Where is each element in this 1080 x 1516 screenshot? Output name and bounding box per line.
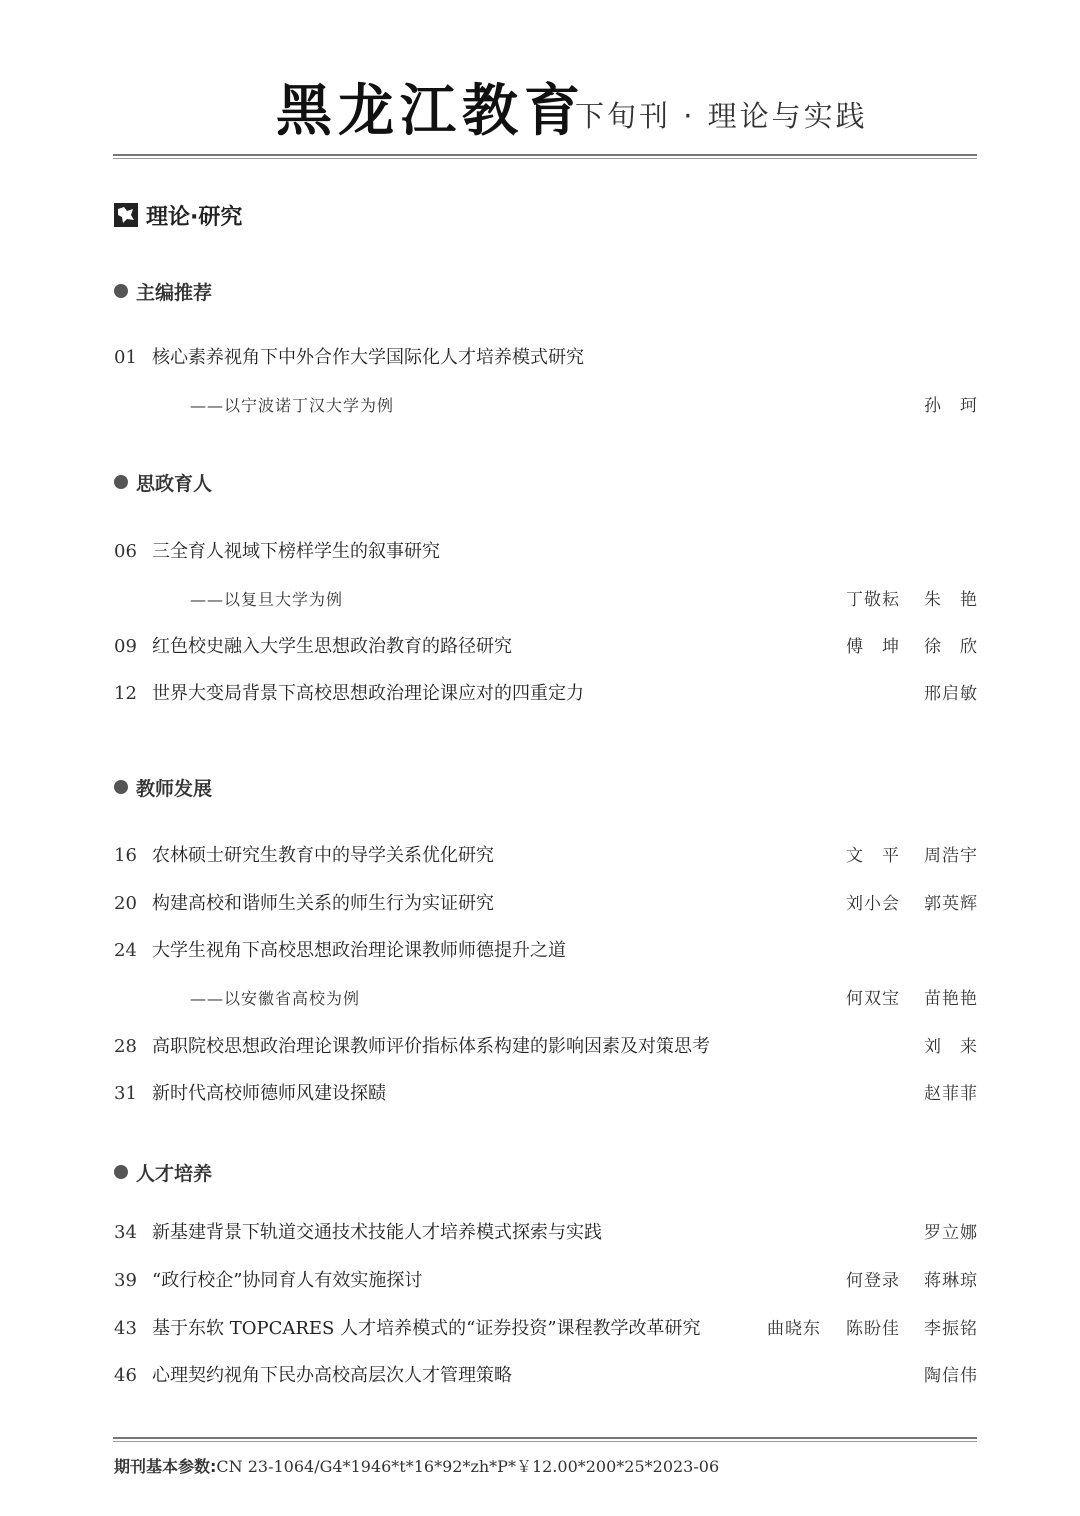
toc-entry[interactable] (114, 936, 978, 966)
article-subtitle: ——以复旦大学为例 (190, 590, 344, 609)
article-title: 农林硕士研究生教育中的导学关系优化研究 (152, 845, 494, 866)
page-number: 34 (114, 1222, 137, 1243)
page-number: 46 (114, 1365, 137, 1386)
author: 何登录 (846, 1271, 900, 1291)
page-number: 09 (114, 636, 137, 657)
author: 苗艳艳 (924, 989, 978, 1009)
column-title: 理论·研究 (146, 204, 243, 230)
author: 孙 珂 (924, 396, 978, 416)
article-title: 高职院校思想政治理论课教师评价指标体系构建的影响因素及对策思考 (152, 1036, 710, 1057)
page-number: 16 (114, 845, 137, 866)
author: 赵菲菲 (924, 1084, 978, 1104)
footer-value: CN 23-1064/G4*1946*t*16*92*zh*P*￥12.00*200*25*2023-06 (216, 1457, 720, 1476)
article-subtitle: ——以宁波诺丁汉大学为例 (190, 396, 395, 415)
section-heading (114, 468, 212, 496)
bullet-icon (114, 475, 128, 489)
article-title: 世界大变局背景下高校思想政治理论课应对的四重定力 (152, 683, 584, 704)
toc-entry-subtitle (114, 585, 978, 615)
page-number: 20 (114, 893, 137, 914)
toc-entry[interactable] (114, 1266, 978, 1296)
page-number: 43 (114, 1318, 137, 1339)
author: 李振铭 (924, 1319, 978, 1339)
author: 罗立娜 (924, 1223, 978, 1243)
author: 何双宝 (846, 989, 900, 1009)
author: 刘 来 (924, 1037, 978, 1057)
toc-entry[interactable] (114, 1032, 978, 1062)
article-title: 构建高校和谐师生关系的师生行为实证研究 (152, 893, 494, 914)
section-heading (114, 773, 212, 801)
author: 邢启敏 (924, 684, 978, 704)
section-heading (114, 277, 212, 305)
section-label: 教师发展 (136, 777, 213, 800)
author: 陶信伟 (924, 1366, 978, 1386)
author: 丁敬耘 (846, 590, 900, 610)
article-title: 红色校史融入大学生思想政治教育的路径研究 (152, 636, 512, 657)
journal-parameters (114, 1454, 719, 1477)
journal-subtitle: 下旬刊 · 理论与实践 (575, 99, 868, 133)
toc-entry[interactable] (114, 537, 978, 567)
footer-rule (113, 1437, 977, 1439)
bullet-icon (114, 1165, 128, 1179)
page-number: 12 (114, 683, 137, 704)
author: 曲晓东 (767, 1319, 821, 1339)
footer-label: 期刊基本参数: (114, 1457, 217, 1476)
page-number: 06 (114, 541, 137, 562)
masthead (0, 70, 1080, 150)
author: 傅 坤 (846, 637, 900, 657)
column-emblem-icon (114, 203, 138, 227)
article-subtitle: ——以安徽省高校为例 (190, 989, 361, 1008)
footer-rule-thin (113, 1441, 977, 1442)
page-number: 31 (114, 1083, 137, 1104)
article-title: 新时代高校师德师风建设探赜 (152, 1083, 386, 1104)
page-number: 39 (114, 1270, 137, 1291)
author: 刘小会 (846, 894, 900, 914)
page-number: 28 (114, 1036, 137, 1057)
header-rule-thin (113, 158, 977, 159)
author: 郭英辉 (924, 894, 978, 914)
article-title: 三全育人视域下榜样学生的叙事研究 (152, 541, 440, 562)
toc-entry[interactable] (114, 1314, 978, 1344)
author: 蒋琳琼 (924, 1271, 978, 1291)
author: 陈盼佳 (846, 1319, 900, 1339)
article-title: “政行校企”协同育人有效实施探讨 (152, 1270, 423, 1291)
toc-entry[interactable] (114, 1218, 978, 1248)
author: 朱 艳 (924, 590, 978, 610)
author: 徐 欣 (924, 637, 978, 657)
author: 周浩宇 (924, 846, 978, 866)
section-heading (114, 1158, 212, 1186)
toc-entry[interactable] (114, 343, 978, 373)
journal-title: 黑龙江教育 (276, 79, 586, 144)
section-label: 人才培养 (136, 1162, 213, 1185)
article-title: 心理契约视角下民办高校高层次人才管理策略 (152, 1365, 512, 1386)
bullet-icon (114, 780, 128, 794)
section-label: 思政育人 (136, 472, 213, 495)
toc-entry-subtitle (114, 984, 978, 1014)
section-label: 主编推荐 (136, 281, 213, 304)
page-number: 24 (114, 940, 137, 961)
article-title: 新基建背景下轨道交通技术技能人才培养模式探索与实践 (152, 1222, 602, 1243)
article-title: 大学生视角下高校思想政治理论课教师师德提升之道 (152, 940, 566, 961)
article-title: 核心素养视角下中外合作大学国际化人才培养模式研究 (152, 347, 584, 368)
toc-entry[interactable] (114, 679, 978, 709)
author: 文 平 (846, 846, 900, 866)
toc-entry[interactable] (114, 841, 978, 871)
toc-entry[interactable] (114, 889, 978, 919)
toc-entry[interactable] (114, 632, 978, 662)
page-number: 01 (114, 347, 137, 368)
toc-entry[interactable] (114, 1361, 978, 1391)
bullet-icon (114, 284, 128, 298)
toc-entry-subtitle (114, 391, 978, 421)
toc-entry[interactable] (114, 1079, 978, 1109)
column-heading (114, 198, 242, 232)
header-rule (113, 154, 977, 156)
article-title: 基于东软 TOPCARES 人才培养模式的“证券投资”课程教学改革研究 (152, 1318, 701, 1339)
